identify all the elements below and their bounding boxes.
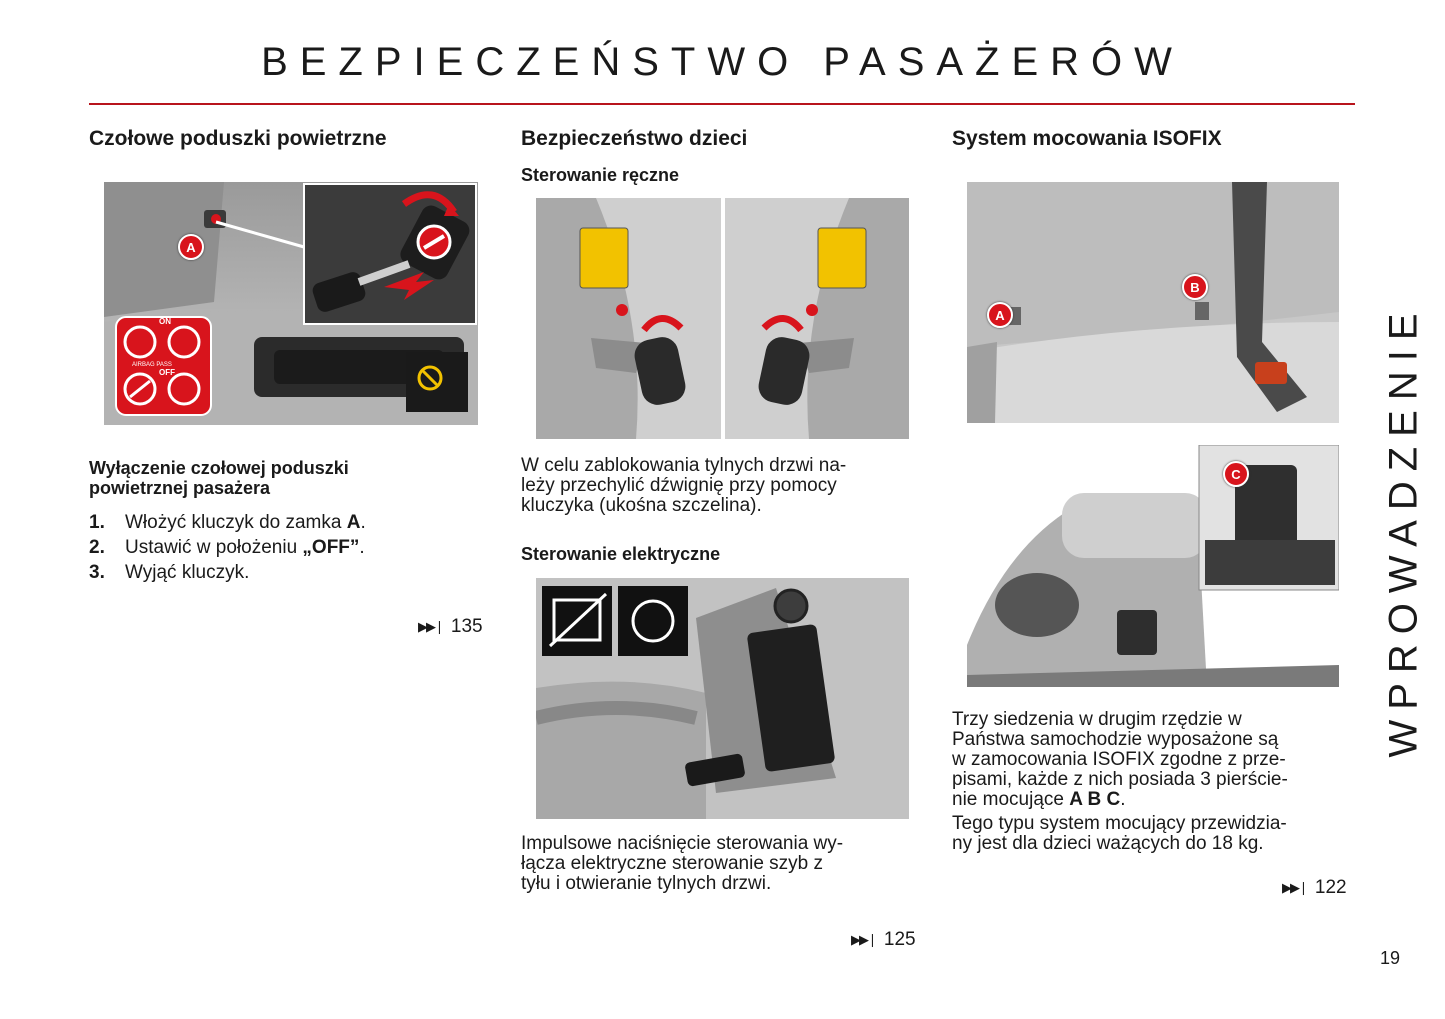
- airbag-subheading-line1: Wyłączenie czołowej poduszki: [89, 458, 349, 478]
- electric-control-heading: Sterowanie elektryczne: [521, 544, 721, 564]
- airbag-subheading: [89, 458, 349, 498]
- child-safety-ref-number: 125: [883, 929, 916, 950]
- skip-forward-icon: ▶▶❘: [418, 619, 443, 634]
- isofix-text: [952, 710, 1356, 810]
- isofix-text-line: Trzy siedzenia w drugim rzędzie w: [952, 709, 1242, 730]
- step-text: [125, 560, 249, 585]
- electric-text-line: łącza elektryczne sterowanie szyb z: [521, 853, 824, 874]
- manual-control-heading: Sterowanie ręczne: [521, 165, 680, 185]
- marker-a: A: [987, 302, 1013, 328]
- step-item: [89, 535, 366, 560]
- isofix-heading: System mocowania ISOFIX: [952, 127, 1222, 150]
- isofix-text-line: Państwa samochodzie wyposażone są: [952, 729, 1279, 750]
- marker-a: A: [178, 234, 204, 260]
- step-number: 2.: [89, 537, 105, 558]
- manual-text-line: W celu zablokowania tylnych drzwi na-: [521, 455, 847, 476]
- electric-control-text: [521, 834, 925, 894]
- child-safety-page-ref[interactable]: [851, 929, 916, 951]
- section-side-tab-label: WPROWADZENIE: [1381, 302, 1426, 758]
- electric-text-line: Impulsowe naciśnięcie sterowania wy-: [521, 833, 844, 854]
- manual-lock-photo: [536, 198, 909, 439]
- step-text: [125, 510, 366, 535]
- step-item: [89, 560, 366, 585]
- isofix-page-ref[interactable]: [1282, 877, 1347, 899]
- manual-text-line: kluczyka (ukośna szczelina).: [521, 495, 762, 516]
- page-title: BEZPIECZEŃSTWO PASAŻERÓW: [261, 40, 1184, 84]
- off-label: OFF: [159, 368, 175, 377]
- isofix-text-line: [952, 790, 1356, 810]
- step-text-post: .: [359, 537, 365, 558]
- step-text-bold: A: [346, 512, 361, 533]
- electric-control-photo: [536, 578, 909, 819]
- step-text-pre: Wyjąć kluczyk.: [125, 562, 250, 583]
- electric-text-line: tyłu i otwieranie tylnych drzwi.: [521, 873, 772, 894]
- isofix-rings-label: A B C: [1069, 789, 1121, 810]
- isofix-weight-text: [952, 814, 1356, 854]
- airbag-page-ref[interactable]: [418, 616, 483, 638]
- step-text-post: .: [360, 512, 366, 533]
- child-safety-heading: Bezpieczeństwo dzieci: [521, 127, 748, 150]
- step-text-bold: „OFF”: [302, 537, 360, 558]
- isofix-text-line: pisami, każde z nich posiada 3 pierście-: [952, 769, 1288, 790]
- header-divider: [89, 103, 1355, 105]
- airbag-ref-number: 135: [450, 616, 483, 637]
- airbag-heading: Czołowe poduszki powietrzne: [89, 127, 387, 150]
- isofix-anchor-photo: [967, 445, 1339, 687]
- step-text-pre: Włożyć kluczyk do zamka: [125, 512, 347, 533]
- step-item: [89, 510, 366, 535]
- section-side-tab: [1374, 300, 1434, 760]
- manual-control-text: [521, 456, 925, 516]
- skip-forward-icon: ▶▶❘: [1282, 880, 1307, 895]
- on-label: ON: [159, 317, 171, 326]
- isofix-weight-line: Tego typu system mocujący przewidzia-: [952, 813, 1287, 834]
- step-text-pre: Ustawić w położeniu: [125, 537, 303, 558]
- step-number: 3.: [89, 562, 105, 583]
- isofix-seat-photo: [967, 182, 1339, 423]
- airbag-photo: [104, 182, 478, 425]
- airbag-subheading-line2: powietrznej pasażera: [89, 478, 271, 498]
- step-number: 1.: [89, 512, 105, 533]
- isofix-weight-line: ny jest dla dzieci ważących do 18 kg.: [952, 833, 1264, 854]
- isofix-ref-number: 122: [1314, 877, 1347, 898]
- skip-forward-icon: ▶▶❘: [851, 932, 876, 947]
- step-text: [125, 535, 365, 560]
- manual-text-line: leży przechylić dźwignię przy pomocy: [521, 475, 837, 496]
- marker-b: B: [1182, 274, 1208, 300]
- isofix-text-pre: nie mocujące: [952, 789, 1070, 810]
- marker-c: C: [1223, 461, 1249, 487]
- page-number: 19: [1380, 948, 1401, 968]
- airbag-label: AIRBAG PASS: [132, 362, 172, 368]
- isofix-text-line: w zamocowania ISOFIX zgodne z prze-: [952, 749, 1286, 770]
- airbag-steps: [89, 510, 366, 585]
- isofix-text-post: .: [1120, 789, 1126, 810]
